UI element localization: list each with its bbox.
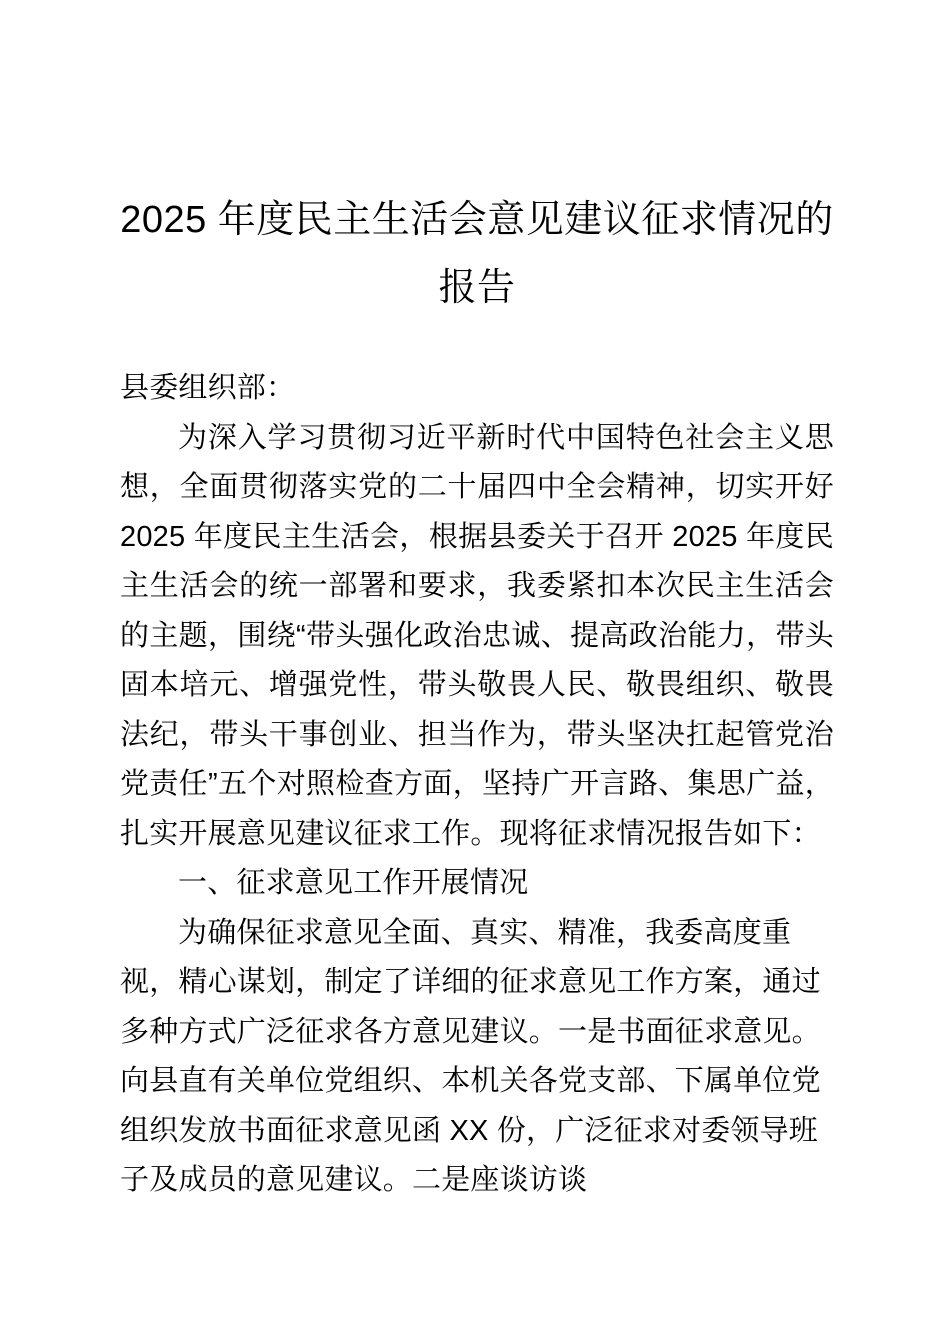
paragraph-section-1: 为确保征求意见全面、真实、精准，我委高度重视，精心谋划，制定了详细的征求意见工作方案，通过多种方式广泛征求各方意见建议。一是书面征求意见。向县直有关单位党组织、本机关各党支部、下属单位党组织发放书面征求意见函 XX 份，广泛征求对委领导班子及成员的意见建议。二是座谈访谈 xyxy=(120,916,821,1196)
document-title-line-1: 2025 年度民主生活会意见建议征求情况的 xyxy=(120,199,834,241)
document-title xyxy=(120,0,834,322)
addressee-line: 县委组织部： xyxy=(120,372,296,404)
document-body xyxy=(120,0,834,1206)
paragraph-intro: 为深入学习贯彻习近平新时代中国特色社会主义思想，全面贯彻落实党的二十届四中全会精神，切实开好 2025 年度民主生活会，根据县委关于召开 2025 年度民主生活会的统一部署和要求，我委紧扣本次民主生活会的主题，围绕“带头强化政治忠诚、提高政治能力，带头固本培元、增强党性，带头敬畏人民、敬畏组织、敬畏法纪，带头干事创业、担当作为，带头坚决扛起管党治党责任”五个对照检查方面，坚持广开言路、集思广益，扎实开展意见建议征求工作。现将征求情况报告如下： xyxy=(120,421,834,850)
document-title-line-2: 报告 xyxy=(438,267,516,309)
section-heading-1: 一、征求意见工作开展情况 xyxy=(178,867,529,899)
